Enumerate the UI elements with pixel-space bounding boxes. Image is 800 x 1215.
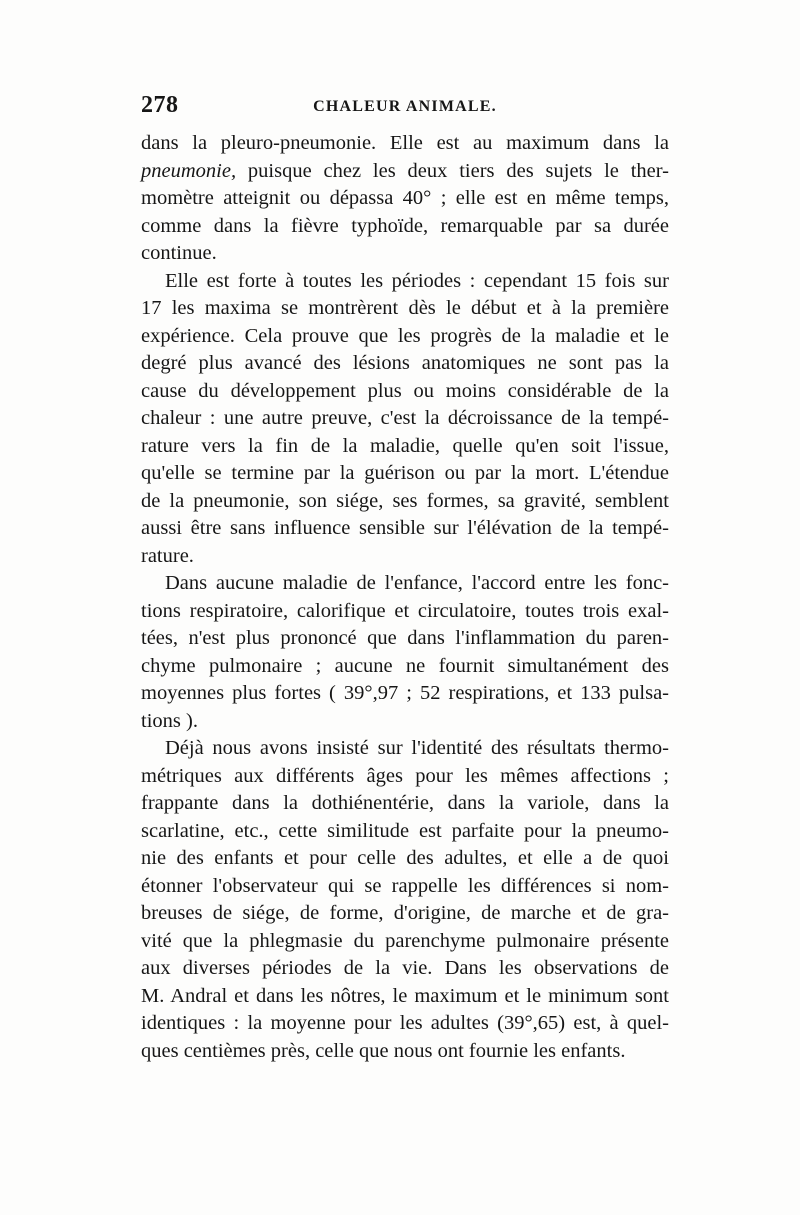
paragraph (141, 735, 669, 1065)
text-line: tions ). (141, 709, 198, 732)
text-line: moyennes plus fortes ( 39°,97 ; 52 respirations, et 133 pulsa- (141, 682, 669, 704)
text-line: identiques : la moyenne pour les adultes (39°,65) est, à quel- (141, 1012, 669, 1034)
text-line: aux diverses périodes de la vie. Dans les observations de (141, 957, 669, 979)
paragraph (141, 130, 669, 268)
paragraph (141, 268, 669, 571)
page-number: 278 (141, 92, 179, 118)
text-line: tées, n'est plus prononcé que dans l'inflammation du paren- (141, 627, 669, 649)
text-line: rature vers la fin de la maladie, quelle qu'en soit l'issue, (141, 434, 669, 457)
italic-word: pneumonie, (141, 159, 237, 182)
text-line: qu'elle se termine par la guérison ou par la mort. L'étendue (141, 462, 669, 484)
text-line: étonner l'observateur qui se rappelle les différences si nom- (141, 874, 669, 897)
text-line: chyme pulmonaire ; aucune ne fournit simultanément des (141, 654, 669, 677)
text-line: tions respiratoire, calorifique et circulatoire, toutes trois exal- (141, 599, 669, 622)
text-line: Déjà nous avons insisté sur l'identité des résultats thermo- (165, 737, 669, 759)
text-line: momètre atteignit ou dépassa 40° ; elle est en même temps, (141, 187, 669, 209)
text-line: comme dans la fièvre typhoïde, remarquable par sa durée (141, 214, 669, 237)
text-line: rature. (141, 544, 194, 567)
text-line: expérience. Cela prouve que les progrès de la maladie et le (141, 324, 669, 347)
text-line: cause du développement plus ou moins considérable de la (141, 379, 669, 402)
text-line: 17 les maxima se montrèrent dès le début et à la première (141, 297, 669, 319)
text-line: breuses de siége, de forme, d'origine, de marche et de gra- (141, 902, 669, 924)
text-line: Dans aucune maladie de l'enfance, l'accord entre les fonc- (165, 572, 669, 594)
text-line: aussi être sans influence sensible sur l'élévation de la tempé- (141, 517, 669, 539)
text-line: Elle est forte à toutes les périodes : cependant 15 fois sur (165, 269, 669, 292)
text-line: nie des enfants et pour celle des adultes, et elle a de quoi (141, 847, 669, 869)
paragraph (141, 570, 669, 735)
text-line: frappante dans la dothiénentérie, dans la variole, dans la (141, 792, 669, 814)
text-line: scarlatine, etc., cette similitude est parfaite pour la pneumo- (141, 819, 669, 842)
text-line: M. Andral et dans les nôtres, le maximum et le minimum sont (141, 984, 669, 1007)
text-line: dans la pleuro-pneumonie. Elle est au maximum dans la (141, 132, 669, 154)
text-line: vité que la phlegmasie du parenchyme pulmonaire présente (141, 929, 669, 952)
text-line: continue. (141, 242, 217, 264)
body-text (141, 130, 669, 1065)
text-line: de la pneumonie, son siége, ses formes, sa gravité, semblent (141, 489, 669, 512)
text-line: ques centièmes près, celle que nous ont fournie les enfants. (141, 1039, 626, 1062)
running-head: CHALEUR ANIMALE. (313, 98, 497, 115)
text-line: pneumonie, puisque chez les deux tiers des sujets le ther- (141, 159, 669, 182)
text-line: chaleur : une autre preuve, c'est la décroissance de la tempé- (141, 407, 669, 429)
text-line: degré plus avancé des lésions anatomiques ne sont pas la (141, 352, 669, 374)
text-line: métriques aux différents âges pour les mêmes affections ; (141, 764, 669, 787)
page-header (141, 92, 669, 122)
